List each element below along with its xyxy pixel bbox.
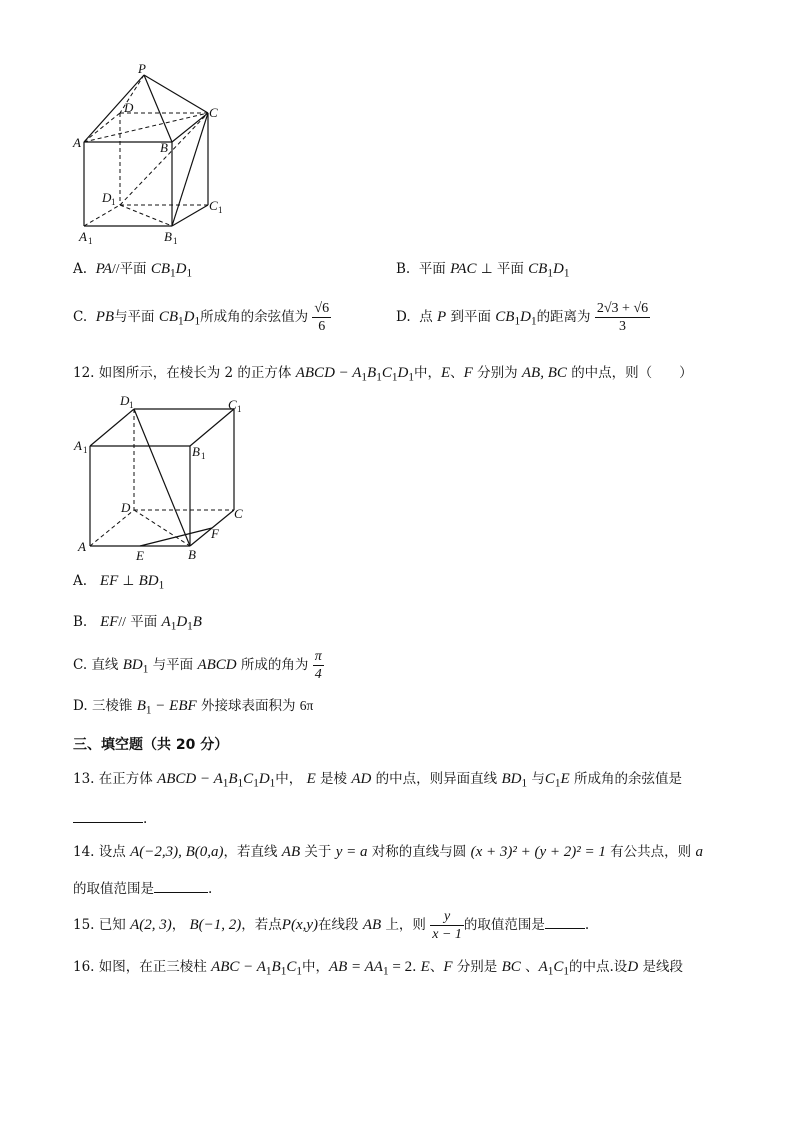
q15-stem: 15. 已知 A(2, 3)， B(−1, 2)，若点P(x,y)在线段 AB 上，则 $\frac{y}{x - 1}$ 的取值范围是 . [73,909,590,942]
q11-option-d: D. 点 P 到平面 $CB_1D_1$的距离为 $\frac{2√3 + √6}{3}$ [396,301,649,334]
fraction-pi-over-4: $\frac{\pi}{4}$ [314,649,322,682]
q12-option-b: B. EF// 平面 $A_1D_1B$ [73,614,202,633]
label-a1: A [74,438,82,453]
fraction-sqrt6-over-6: $\frac{√6}{6}$ [314,301,330,334]
svg-text:1: 1 [201,451,206,461]
q12-stem: 12. 如图所示，在棱长为 2 的正方体 ABCD − $A_1B_1C_1D_1$中，E、F 分别为 AB, BC 的中点，则（ ） [73,365,693,384]
figure-cube-with-apex [70,60,240,250]
label-p: P [138,61,146,76]
q12-option-a: A. EF ⊥ $BD_1$ [73,573,165,592]
q16-stem: 16. 如图，在正三棱柱 ABC − $A_1B_1C_1$中，AB = $AA_1 = 2$. E、F 分别是 BC 、$A_1C_1$的中点.设D 是线段 [73,959,683,978]
svg-text:1: 1 [237,404,242,414]
label-b1: B [164,229,172,244]
label-c: C [234,506,243,521]
label-b1: B [192,444,200,459]
label-b: B [160,140,168,155]
q11-option-a: A. PA//平面 $CB_1D_1$ [73,261,193,280]
label-f: F [211,526,219,541]
q14-stem: 14. 设点 A(−2,3), B(0,a)，若直线 AB 关于 y = a 对称的直线与圆 (x + 3)² + (y + 2)² = 1 有公共点，则 a [73,844,703,860]
svg-text:1: 1 [129,400,134,410]
q13-stem: 13. 在正方体 ABCD − $A_1B_1C_1D_1$中， E 是棱 AD 的中点，则异面直线 $BD_1$ 与$C_1E$ 所成角的余弦值是 [73,771,682,790]
label-a: A [73,135,81,150]
label-c1: C [228,397,237,412]
svg-text:1: 1 [83,445,88,455]
q15-answer-blank[interactable] [545,914,585,929]
q11-option-c: C. PB与平面 $CB_1D_1$所成角的余弦值为 $\frac{√6}{6}$ [73,301,330,334]
figure-cube-efbd1 [70,390,260,565]
label-a1: A [79,229,87,244]
svg-text:1: 1 [88,236,93,246]
label-c: C [209,105,218,120]
q14-answer-blank[interactable] [154,878,208,893]
label-d1: D [120,393,130,408]
svg-text:1: 1 [111,197,116,207]
q11-option-b: B. 平面 PAC ⊥ 平面 $CB_1D_1$ [396,261,570,280]
q14-line2: 的取值范围是 . [73,878,212,898]
label-c1: C [209,198,218,213]
svg-text:1: 1 [173,236,178,246]
fraction-y-over-x-minus-1: $\frac{y}{x - 1}$ [432,909,462,942]
label-b: B [188,547,196,562]
svg-text:1: 1 [218,205,223,215]
label-d1: D [102,190,112,205]
q12-option-c: C. 直线 $BD_1$ 与平面 ABCD 所成的角为 $\frac{\pi}{4}$ [73,649,322,682]
label-d: D [121,500,131,515]
label-e: E [136,548,144,563]
fraction-distance: $\frac{2√3 + √6}{3}$ [596,301,649,334]
label-d: D [124,100,134,115]
label-a: A [78,539,86,554]
q13-answer-blank[interactable]: . [73,808,147,828]
q12-option-d: D. 三棱锥 $B_1$ − EBF 外接球表面积为 6π [73,698,314,717]
section-heading: 三、填空题（共 20 分） [73,737,229,753]
